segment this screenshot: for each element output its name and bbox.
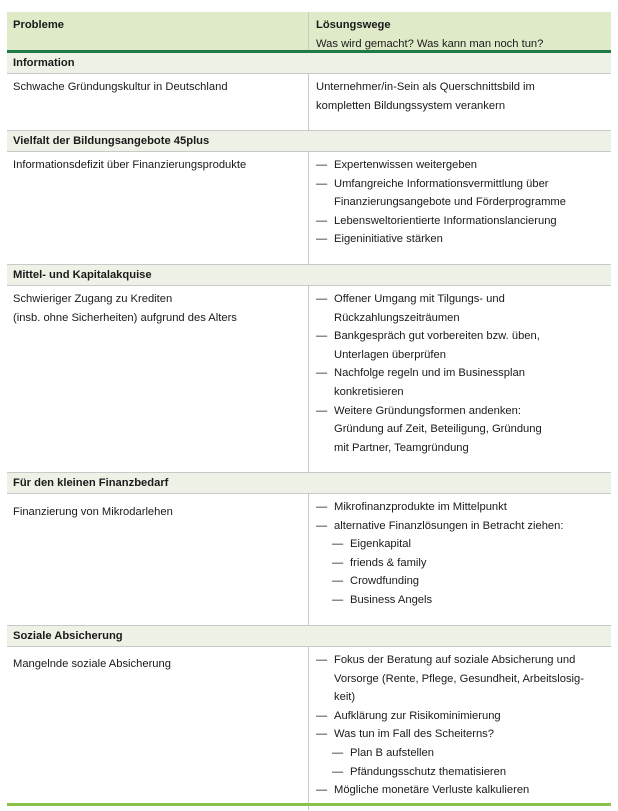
list-item-text: Mögliche monetäre Verluste kalkulieren [334, 784, 530, 797]
section-title: Soziale Absicherung [13, 630, 123, 642]
table-bottom-rule [7, 803, 611, 806]
solution-sublist [316, 535, 605, 609]
table-row [7, 647, 611, 810]
problem-line: Finanzierung von Mikrodarlehen [13, 506, 173, 518]
table-row [7, 286, 611, 473]
solution-cell [309, 286, 611, 472]
dash-icon: — [332, 765, 344, 778]
problem-line: (insb. ohne Sicherheiten) aufgrund des Alters [13, 311, 237, 324]
list-item [332, 535, 605, 554]
solution-list [316, 651, 605, 744]
list-item-text: Bankgespräch gut vorbereiten bzw. üben, [334, 330, 540, 343]
solution-line: kompletten Bildungssystem verankern [316, 99, 506, 112]
list-item [316, 498, 605, 517]
dash-icon: — [332, 593, 344, 606]
list-item-text: Vorsorge (Rente, Pflege, Gesundheit, Arbeitslosig- [334, 672, 584, 685]
list-item-text: Plan B aufstellen [350, 746, 434, 759]
section-title: Für den kleinen Finanzbedarf [13, 477, 169, 489]
dash-icon: — [316, 177, 328, 190]
table-header [7, 12, 611, 53]
list-item [316, 517, 605, 536]
header-problems: Probleme [7, 12, 309, 50]
section-header [7, 473, 611, 494]
list-item-text: Umfangreiche Informationsvermittlung über [334, 177, 549, 190]
list-item [316, 156, 605, 175]
section-header [7, 626, 611, 647]
solution-cell [309, 152, 611, 264]
list-item-text: keit) [334, 691, 356, 704]
list-item-text: Eigeninitiative stärken [334, 233, 443, 246]
section-header [7, 131, 611, 152]
section-header [7, 265, 611, 286]
table-row [7, 152, 611, 265]
list-item [316, 364, 605, 401]
solution-list [316, 290, 605, 457]
table-row [7, 74, 611, 131]
problem-line: Informationsdefizit über Finanzierungsprodukte [13, 159, 247, 171]
dash-icon: — [332, 556, 344, 569]
section-header [7, 53, 611, 74]
list-item [316, 707, 605, 726]
problem-cell [7, 286, 309, 472]
header-solutions [309, 12, 611, 50]
dash-icon: — [316, 709, 328, 722]
solution-list [316, 781, 605, 800]
section-title: Information [13, 57, 75, 69]
list-item [316, 230, 605, 249]
list-item [316, 651, 605, 707]
list-item [332, 763, 605, 782]
problem-line: Mangelnde soziale Absicherung [13, 658, 171, 670]
list-item-text: Crowdfunding [350, 575, 420, 588]
table-row [7, 494, 611, 626]
list-item-text: Fokus der Beratung auf soziale Absicherung und [334, 654, 576, 666]
problem-cell [7, 152, 309, 264]
problem-line: Schwache Gründungskultur in Deutschland [13, 81, 228, 93]
dash-icon: — [316, 233, 328, 246]
solution-list [316, 156, 605, 249]
list-item-text: Weitere Gründungsformen andenken: [334, 404, 521, 417]
dash-icon: — [316, 784, 328, 797]
list-item-text: mit Partner, Teamgründung [334, 441, 469, 454]
list-item-text: Gründung auf Zeit, Beteiligung, Gründung [334, 423, 542, 436]
list-item-text: Was tun im Fall des Scheiterns? [334, 728, 495, 741]
list-item-text: Expertenwissen weitergeben [334, 159, 478, 171]
list-item [332, 554, 605, 573]
list-item-text: friends & family [350, 556, 427, 569]
list-item [316, 781, 605, 800]
list-item-text: Offener Umgang mit Tilgungs- und [334, 293, 505, 305]
problem-cell [7, 494, 309, 625]
header-solutions-title: Lösungswege [316, 19, 391, 31]
solution-line: Unternehmer/in-Sein als Querschnittsbild im [316, 81, 535, 93]
list-item-text: Eigenkapital [350, 538, 411, 551]
list-item-text: Nachfolge regeln und im Businessplan [334, 367, 525, 380]
solution-cell [309, 647, 611, 810]
list-item-text: Rückzahlungszeiträumen [334, 311, 460, 324]
list-item-text: Business Angels [350, 593, 433, 606]
list-item-text: Aufklärung zur Risikominimierung [334, 709, 501, 722]
dash-icon: — [316, 214, 328, 227]
problem-cell [7, 647, 309, 810]
solution-list [316, 498, 605, 535]
list-item [332, 591, 605, 610]
dash-icon: — [316, 501, 328, 513]
solution-sublist [316, 744, 605, 781]
dash-icon: — [316, 159, 328, 171]
list-item-text: Unterlagen überprüfen [334, 348, 446, 361]
list-item-text: alternative Finanzlösungen in Betracht ziehen: [334, 519, 564, 532]
section-title: Vielfalt der Bildungsangebote 45plus [13, 135, 210, 147]
list-item [316, 402, 605, 458]
dash-icon: — [332, 575, 344, 588]
list-item [332, 744, 605, 763]
dash-icon: — [316, 293, 328, 305]
dash-icon: — [316, 330, 328, 343]
dash-icon: — [316, 519, 328, 532]
list-item [316, 290, 605, 327]
list-item [332, 572, 605, 591]
list-item-text: Pfändungsschutz thematisieren [350, 765, 507, 778]
list-item [316, 212, 605, 231]
solutions-table [7, 12, 611, 810]
section-title: Mittel- und Kapitalakquise [13, 269, 152, 281]
dash-icon: — [316, 404, 328, 417]
header-solutions-subtitle: Was wird gemacht? Was kann man noch tun? [316, 37, 544, 50]
list-item [316, 327, 605, 364]
list-item-text: Mikrofinanzprodukte im Mittelpunkt [334, 501, 507, 513]
problem-cell [7, 74, 309, 130]
list-item [316, 725, 605, 744]
list-item [316, 175, 605, 212]
list-item-text: Lebensweltorientierte Informationslancierung [334, 214, 557, 227]
dash-icon: — [316, 367, 328, 380]
solution-cell [309, 494, 611, 625]
solution-cell [309, 74, 611, 130]
list-item-text: konkretisieren [334, 385, 404, 398]
dash-icon: — [316, 728, 328, 741]
dash-icon: — [316, 654, 328, 666]
problem-line: Schwieriger Zugang zu Krediten [13, 293, 173, 305]
dash-icon: — [332, 538, 344, 551]
dash-icon: — [332, 746, 344, 759]
list-item-text: Finanzierungsangebote und Förderprogramme [334, 196, 566, 209]
